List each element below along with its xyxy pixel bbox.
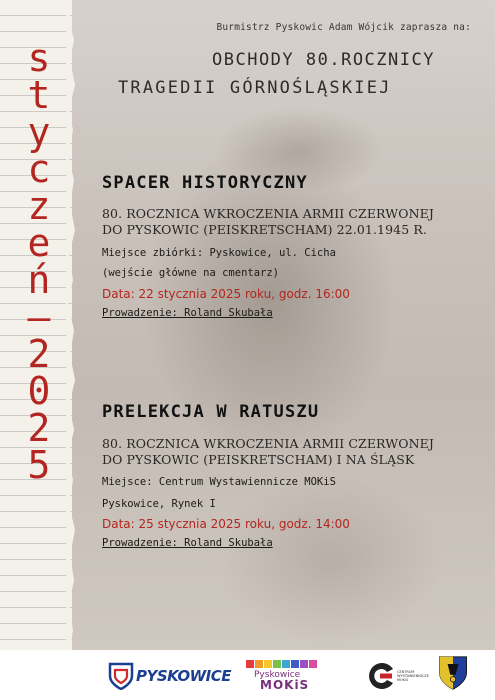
event1-place-1: Miejsce zbiórki: Pyskowice, ul. Cicha — [102, 247, 336, 259]
event1-subtitle-2: DO PYSKOWIC (PEISKRETSCHAM) 22.01.1945 R. — [102, 222, 427, 237]
vertical-month-year — [14, 36, 64, 487]
mokis-town-text: Pyskowice — [254, 670, 301, 680]
event1-place-2: (wejście główne na cmentarz) — [102, 267, 280, 279]
vertical-date-char: 2 — [27, 332, 51, 376]
pyskowice-shield-icon — [108, 662, 134, 690]
event2-subtitle-2: DO PYSKOWIC (PEISKRETSCHAM) I NA ŚLĄSK — [102, 452, 415, 467]
mokis-name-text: MOKiS — [260, 678, 310, 692]
sponsor-footer — [0, 650, 495, 700]
vertical-date-char: – — [27, 295, 51, 339]
event1-date: Data: 22 stycznia 2025 roku, godz. 16:00 — [102, 287, 350, 301]
vertical-date-char: t — [27, 73, 51, 117]
centrum-wystawiennicze-logo — [365, 658, 429, 694]
mokis-color-squares-icon — [246, 660, 317, 668]
event2-heading: PRELEKCJA W RATUSZU — [102, 402, 320, 422]
vertical-date-char: z — [27, 184, 51, 228]
coat-of-arms-icon — [436, 655, 470, 691]
vertical-date-char: 0 — [27, 369, 51, 413]
pyskowice-logo — [108, 658, 231, 694]
pyskowice-wordmark: PYSKOWICE — [136, 667, 231, 685]
event1-subtitle-1: 80. ROCZNICA WKROCZENIA ARMII CZERWONEJ — [102, 206, 434, 221]
event2-place-2: Pyskowice, Rynek I — [102, 498, 216, 510]
event1-heading: SPACER HISTORYCZNY — [102, 173, 308, 193]
event2-subtitle-1: 80. ROCZNICA WKROCZENIA ARMII CZERWONEJ — [102, 436, 434, 451]
centrum-caption: CENTRUM WYSTAWIENNICZE MOKiS — [397, 670, 429, 682]
event1-lead: Prowadzenie: Roland Skubała — [102, 307, 273, 319]
event2-lead: Prowadzenie: Roland Skubała — [102, 537, 273, 549]
torn-paper-edge — [66, 0, 80, 650]
event2-place-1: Miejsce: Centrum Wystawiennicze MOKiS — [102, 476, 336, 488]
mokis-logo — [246, 658, 320, 694]
vertical-date-char: 2 — [27, 406, 51, 450]
vertical-date-char: e — [27, 221, 51, 265]
invitation-line: Burmistrz Pyskowic Adam Wójcik zaprasza na: — [216, 22, 471, 33]
vertical-date-char: s — [27, 36, 51, 80]
vertical-date-char: ń — [27, 258, 51, 302]
vertical-date-char: c — [27, 147, 51, 191]
centrum-c-icon — [367, 661, 397, 691]
title-line-2: TRAGEDII GÓRNOŚLĄSKIEJ — [118, 78, 392, 98]
vertical-date-char: y — [27, 110, 51, 154]
title-line-1: OBCHODY 80.ROCZNICY — [212, 50, 435, 70]
event2-date: Data: 25 stycznia 2025 roku, godz. 14:00 — [102, 517, 350, 531]
vertical-date-char: 5 — [27, 443, 51, 487]
